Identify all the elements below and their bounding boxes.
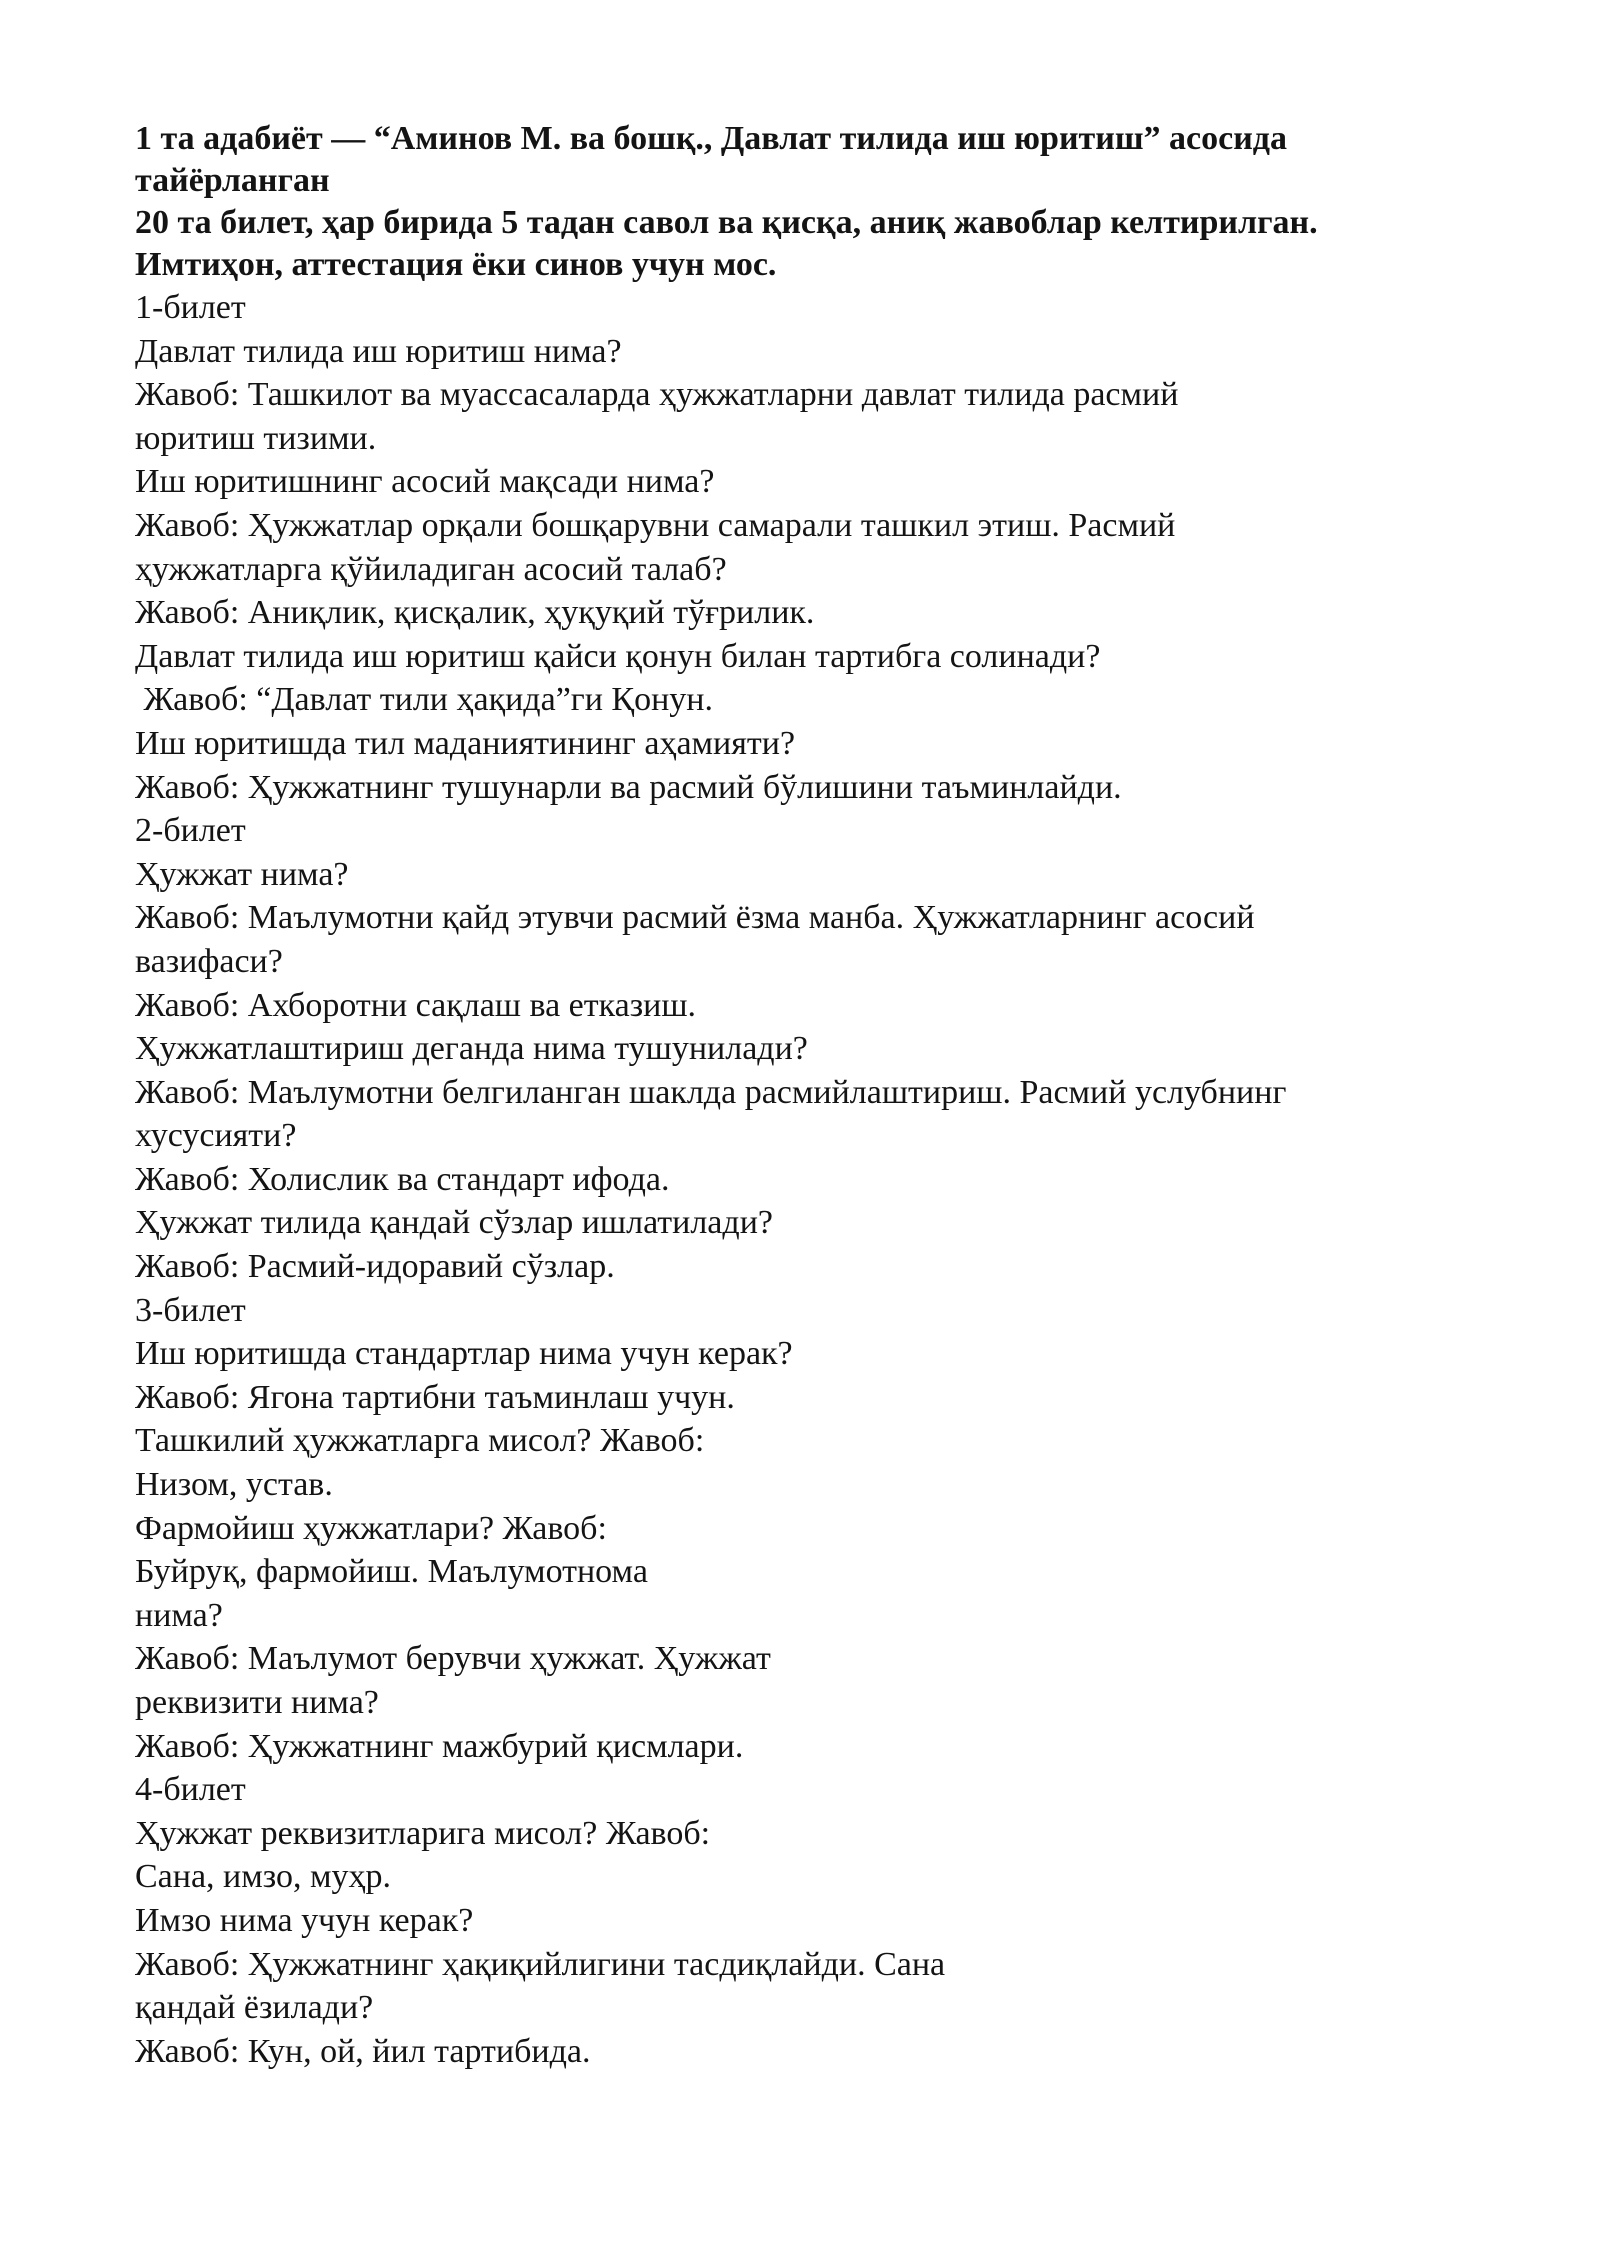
header-line: 20 та билет, ҳар бирида 5 тадан савол ва қисқа, аниқ жавоблар келтирилган.	[135, 204, 1318, 241]
answer-line: Жавоб: Маълумотни қайд этувчи расмий ёзма манба. Ҳужжатларнинг асосий	[135, 899, 1255, 937]
answer-line: Жавоб: Маълумотни белгиланган шаклда расмийлаштириш. Расмий услубнинг	[135, 1073, 1287, 1111]
answer-line: Жавоб: Холислик ва стандарт ифода.	[135, 1160, 670, 1198]
text-line: Иш юритишда стандартлар нима учун керак?	[135, 1335, 793, 1373]
header-line: тайёрланган	[135, 162, 330, 199]
ticket-content	[135, 286, 1475, 2073]
answer-line: Жавоб: Ҳужжатнинг ҳақиқийлигини тасдиқлайди. Сана	[135, 1945, 946, 1983]
answer-line: Жавоб: Ташкилот ва муассасаларда ҳужжатларни давлат тилида расмий	[135, 376, 1179, 414]
answer-line: Жавоб: Ягона тартибни таъминлаш учун.	[135, 1378, 735, 1416]
text-line: Ташкилий ҳужжатларга мисол? Жавоб:	[135, 1422, 705, 1460]
text-line: ҳужжатларга қўйиладиган асосий талаб?	[135, 550, 727, 588]
text-line: Давлат тилида иш юритиш қайси қонун билан тартибга солинади?	[135, 637, 1101, 675]
answer-line: Жавоб: Ҳужжатнинг мажбурий қисмлари.	[135, 1727, 744, 1765]
answer-line: Жавоб: Ахборотни сақлаш ва етказиш.	[135, 986, 697, 1024]
text-line: Ҳужжат реквизитларига мисол? Жавоб:	[135, 1814, 711, 1852]
ticket-heading: 3-билет	[135, 1291, 246, 1329]
text-line: хусусияти?	[135, 1117, 297, 1155]
answer-line: Жавоб: Кун, ой, йил тартибида.	[135, 2032, 591, 2070]
text-line: Имзо нима учун керак?	[135, 1901, 474, 1939]
ticket-heading: 4-билет	[135, 1771, 246, 1809]
text-line: Ҳужжат тилида қандай сўзлар ишлатилади?	[135, 1204, 773, 1242]
text-line: реквизити нима?	[135, 1684, 379, 1721]
text-line: вазифаси?	[135, 942, 283, 980]
text-line: Фармойиш ҳужжатлари? Жавоб:	[135, 1509, 607, 1547]
text-line: Буйруқ, фармойиш. Маълумотнома	[135, 1553, 648, 1591]
text-line: Ҳужжатлаштириш деганда нима тушунилади?	[135, 1030, 808, 1068]
answer-line: Жавоб: Маълумот берувчи ҳужжат. Ҳужжат	[135, 1640, 771, 1678]
text-line: Иш юритишда тил маданиятининг аҳамияти?	[135, 724, 796, 762]
header-line: Имтиҳон, аттестация ёки синов учун мос.	[135, 246, 777, 283]
text-line: Сана, имзо, муҳр.	[135, 1858, 392, 1896]
answer-line: Жавоб: Расмий-идоравий сўзлар.	[135, 1248, 615, 1286]
text-line: юритиш тизими.	[135, 419, 377, 457]
document-body	[135, 118, 1475, 2073]
text-line: Ҳужжат нима?	[135, 855, 349, 893]
ticket-heading: 1-билет	[135, 289, 246, 326]
answer-line: Жавоб: Ҳужжатлар орқали бошқарувни самарали ташкил этиш. Расмий	[135, 506, 1176, 544]
text-line: қандай ёзилади?	[135, 1989, 374, 2027]
header-line: 1 та адабиёт — “Аминов М. ва бошқ., Давлат тилида иш юритиш” асосида	[135, 120, 1287, 157]
text-line: Давлат тилида иш юритиш нима?	[135, 332, 622, 370]
answer-line: Жавоб: Ҳужжатнинг тушунарли ва расмий бўлишини таъминлайди.	[135, 768, 1122, 806]
answer-line: Жавоб: “Давлат тили ҳақида”ги Қонун.	[135, 681, 713, 719]
answer-line: Жавоб: Аниқлик, қисқалик, ҳуқуқий тўғрилик.	[135, 594, 815, 632]
document-header	[135, 118, 1475, 286]
text-line: Низом, устав.	[135, 1466, 333, 1504]
text-line: нима?	[135, 1596, 223, 1634]
ticket-heading: 2-билет	[135, 812, 246, 850]
text-line: Иш юритишнинг асосий мақсади нима?	[135, 463, 715, 501]
